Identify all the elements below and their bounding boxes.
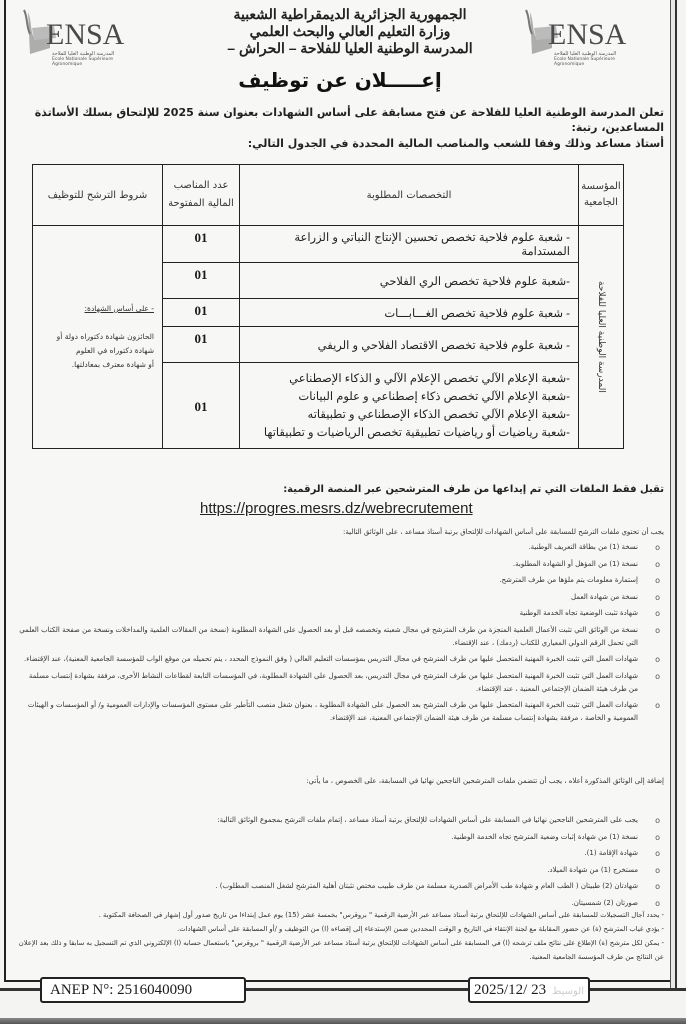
- bullet-circle-icon: o: [655, 671, 660, 681]
- bullet-circle-icon: o: [655, 898, 660, 908]
- official-header: [200, 6, 500, 57]
- bullet-circle-icon: o: [655, 543, 660, 552]
- logo-subtitle-fr: Ecole Nationale Supérieure Agronomique: [52, 57, 114, 67]
- list-item: o نسخة (1) من المؤهل أو الشهادة المطلوبة.: [512, 559, 660, 569]
- specialty-cell: [240, 363, 579, 449]
- specialty-line: -شعبة الإعلام الآلي تخصص ذكاء إصطناعي و علوم البيانات: [298, 390, 570, 403]
- list-item: o إستمارة معلومات يتم ملؤها من طرف المترشح.: [499, 576, 660, 585]
- recruitment-link[interactable]: https://progres.mesrs.dz/webrecrutement: [200, 500, 473, 517]
- specialty-cell: - شعبة علوم فلاحية تخصص الاقتصاد الفلاحي و الريفي: [240, 327, 579, 363]
- date-badge: [468, 977, 590, 1003]
- conditions-line-2: أو شهادة معترف بمعادلتها.: [71, 360, 154, 369]
- header-institution: المؤسسة الجامعية: [579, 165, 624, 226]
- list-item: o شهادتان (2) طبيتان ( الطب العام و شهادة طب الأمراض الصدرية مسلمة من طرف طبيب مختص تثبتان أهلية المترشح لشغل المنصب المطلوب) .: [215, 882, 660, 891]
- conditions-line-1: الحائزون شهادة دكتوراه دولة أو شهادة دكتوراه في العلوم: [56, 332, 154, 355]
- header-ministry: وزارة التعليم العالي والبحث العلمي: [249, 23, 451, 39]
- anep-label: ANEP N°:: [50, 982, 114, 998]
- bullet-circle-icon: o: [655, 816, 660, 825]
- specialty-cell: -شعبة علوم فلاحية تخصص الري الفلاحي: [240, 263, 579, 299]
- anep-badge: [40, 977, 246, 1003]
- note-absence: - يؤدي غياب المترشح (ة) عن حضور المقابلة مع لجنة الإنتقاء في التاريخ و الوقت المحددين ضمن الإستدعاء إلى إقصاءه (ا) من التوظيف و /أو المسابقة على أساس الشهادات.: [177, 925, 664, 933]
- list-item: o نسخة (1) من بطاقة التعريف الوطنية.: [528, 543, 660, 552]
- anep-number: 2516040090: [117, 982, 193, 998]
- date-faded-label: الوسيط: [552, 986, 584, 997]
- note-results: - يمكن لكل مترشح (ة) الإطلاع على نتائج ملف ترشحه (ا) في المسابقة على أساس الشهادات للإلتحاق برتبة أستاذ مساعد عبر الأرضية الرقمية " بروقرس" باستعمال حسابه (ا) الإلكتروني الذي تم التسجيل به سابقا و ذلك بعد الإعلان عن النتائج من طرف المؤسسة الجامعية المعنية.: [18, 939, 664, 961]
- publication-date: 2025/12/ 23: [474, 982, 547, 998]
- logo-text: ENSA: [46, 18, 125, 51]
- intro-paragraph: تعلن المدرسة الوطنية العليا للفلاحة عن فتح مسابقة على أساس الشهادات بعنوان سنة 2025 للإلتحاق بسلك الأساتذة المساعدين، رتبة:: [34, 106, 664, 134]
- bullet-circle-icon: o: [655, 576, 660, 585]
- accept-note: تقبل فقط الملفات التي تم إيداعها من طرف المترشحين عبر المنصة الرقمية:: [283, 484, 664, 495]
- list-item: o نسخة من الوثائق التي تثبت الأعمال العلمية المنجزة من طرف المترشح في مجال شعبته وتخصصه قبل أو بعد الحصول على الشهادة المطلوبة (نسخة من المقالات العلمية والمداخلات ونسخة من صفحة الكتاب العلمي التي تحمل الرقم الدولي المعياري للكتاب (ردمك) ، عند الإقتضاء.: [19, 625, 660, 647]
- bullet-circle-icon: o: [655, 882, 660, 891]
- table-row: [33, 226, 624, 263]
- positions-cell: 01: [163, 327, 240, 363]
- logo-text: ENSA: [548, 18, 627, 51]
- list-item: o شهادات العمل التي تثبت الخبرة المهنية المتحصل عليها من طرف المترشح في مجال التدريس بمؤسسات التعليم العالي ( وفق النموذج المحدد ، يتم تحميله من موقع الواب للمؤسسة الجامعية المعنية)، عند الإقتضاء.: [24, 655, 660, 664]
- logo-subtitle-ar: المدرسة الوطنية العليا للفلاحة: [52, 51, 115, 57]
- logo-subtitle-ar: المدرسة الوطنية العليا للفلاحة: [554, 51, 617, 57]
- list-item: o صورتان (2) شمسيتان.: [571, 898, 660, 908]
- bullet-circle-icon: o: [655, 849, 660, 858]
- list-item: o يجب على المترشحين الناجحين نهائيا في المسابقة على أساس الشهادات للإلتحاق برتبة أستاذ مساعد ، إتمام ملفات الترشح بمجموع الوثائق التالية:: [217, 816, 660, 825]
- bullet-circle-icon: o: [655, 625, 660, 635]
- list-item: o شهادات العمل التي تثبت الخبرة المهنية المتحصل عليها من طرف المترشح بعد الحصول على الشهادة المطلوبة ، بعنوان شغل منصب التأطير على مستوى المؤسسات والإدارات العمومية و/ أو المؤسسات و الهيئات العمومية و الخاصة ، مرفقة بشهادة إنتساب مسلمة من طرف هيئة الضمان الإجتماعي المعنية، عند الإقتضاء.: [27, 701, 660, 722]
- bullet-circle-icon: o: [655, 832, 660, 842]
- frame-right-edge: [670, 0, 677, 990]
- specialty-line: -شعبة الإعلام الآلي تخصص الذكاء الإصطناعي و تطبيقاته: [307, 408, 570, 421]
- conditions-heading: - على أساس الشهادة:: [84, 304, 154, 313]
- notes-section: [18, 908, 664, 964]
- institution-cell: المدرسة الوطنية العليا للفلاحة: [579, 226, 624, 449]
- bullet-circle-icon: o: [655, 609, 660, 618]
- list-item: o شهادة تثبت الوضعية تجاه الخدمة الوطنية: [519, 609, 660, 618]
- positions-cell: 01: [163, 263, 240, 299]
- ensa-logo-left: [18, 4, 138, 67]
- list-item: o شهادة الإقامة (1).: [584, 849, 660, 858]
- positions-table: [32, 164, 624, 449]
- bullet-circle-icon: o: [655, 592, 660, 602]
- specialty-cell: - شعبة علوم فلاحية تخصص الغـــابـــات: [240, 299, 579, 327]
- conditions-cell: [33, 226, 163, 449]
- list-item: o شهادات العمل التي تثبت الخبرة المهنية المتحصل عليها من طرف المترشح في مجال التدريس، بعد الحصول على الشهادة المطلوبة، في المؤسسات التابعة لقطاعات النشاط الأخرى، مرفقة بشهادة إنتساب مسلمة من طرف هيئة الضمان الإجتماعي المعنية ، عند الإقتضاء.: [28, 671, 660, 693]
- specialty-cell: - شعبة علوم فلاحية تخصص تحسين الإنتاج النباتي و الزراعة المستدامة: [240, 226, 579, 263]
- additional-documents-list: [18, 814, 664, 913]
- ensa-logo-right: [520, 4, 640, 67]
- bullet-circle-icon: o: [655, 865, 660, 875]
- additional-intro: إضافة إلى الوثائق المذكورة أعلاه ، يجب أن تتضمن ملفات المترشحين الناجحين نهائيا في المسابقة، على الخصوص ، ما يأتي:: [306, 777, 664, 785]
- table-header-row: [33, 165, 624, 226]
- header-specialties: التخصصات المطلوبة: [240, 165, 579, 226]
- specialty-line: -شعبة الإعلام الآلي تخصص الإعلام الآلي و الذكاء الإصطناعي: [289, 372, 570, 385]
- header-school: المدرسة الوطنية العليا للفلاحة – الحراش –: [227, 40, 473, 56]
- logo-subtitle-fr: Ecole Nationale Supérieure Agronomique: [554, 57, 616, 67]
- positions-cell: 01: [163, 226, 240, 263]
- bullet-circle-icon: o: [655, 559, 660, 569]
- note-registration-deadline: - يحدد آجال التسجيلات للمسابقة على أساس الشهادات للإلتحاق برتبة أستاذ مساعد عبر الأرضية الرقمية " بروقرس" بخمسة عشر (15) يوم عمل إبتداءا من تاريخ صدور أول إشهار في الصحافة المكتوبة .: [98, 911, 664, 919]
- list-item: o مستخرج (1) من شهادة الميلاد.: [547, 865, 660, 875]
- specialty-line: -شعبة رياضيات أو رياضيات تطبيقية تخصص الرياضيات و تطبيقاتها: [263, 426, 570, 439]
- required-documents-list: [18, 541, 664, 729]
- bullet-circle-icon: o: [655, 701, 660, 710]
- header-positions: عدد المناصب المالية المفتوحة: [163, 165, 240, 226]
- bullet-circle-icon: o: [655, 655, 660, 664]
- bottom-edge: [0, 1018, 686, 1024]
- list-item: o نسخة من شهادة العمل: [570, 592, 660, 602]
- header-republic: الجمهورية الجزائرية الديمقراطية الشعبية: [233, 6, 467, 22]
- positions-cell: 01: [163, 363, 240, 449]
- requirements-intro: يجب أن تحتوي ملفات الترشح للمسابقة على أساس الشهادات للإلتحاق برتبة أستاذ مساعد ، على الوثائق التالية:: [343, 528, 664, 536]
- intro-paragraph-2: أستاذ مساعد وذلك وفقا للشعب والمناصب المالية المحددة في الجدول التالي:: [247, 137, 664, 150]
- header-conditions: شروط الترشح للتوظيف: [33, 165, 163, 226]
- positions-cell: 01: [163, 299, 240, 327]
- page-title: إعـــــلان عن توظيف: [238, 68, 442, 92]
- list-item: o نسخة (1) من شهادة إثبات وضعية المترشح تجاه الخدمة الوطنية.: [451, 832, 660, 842]
